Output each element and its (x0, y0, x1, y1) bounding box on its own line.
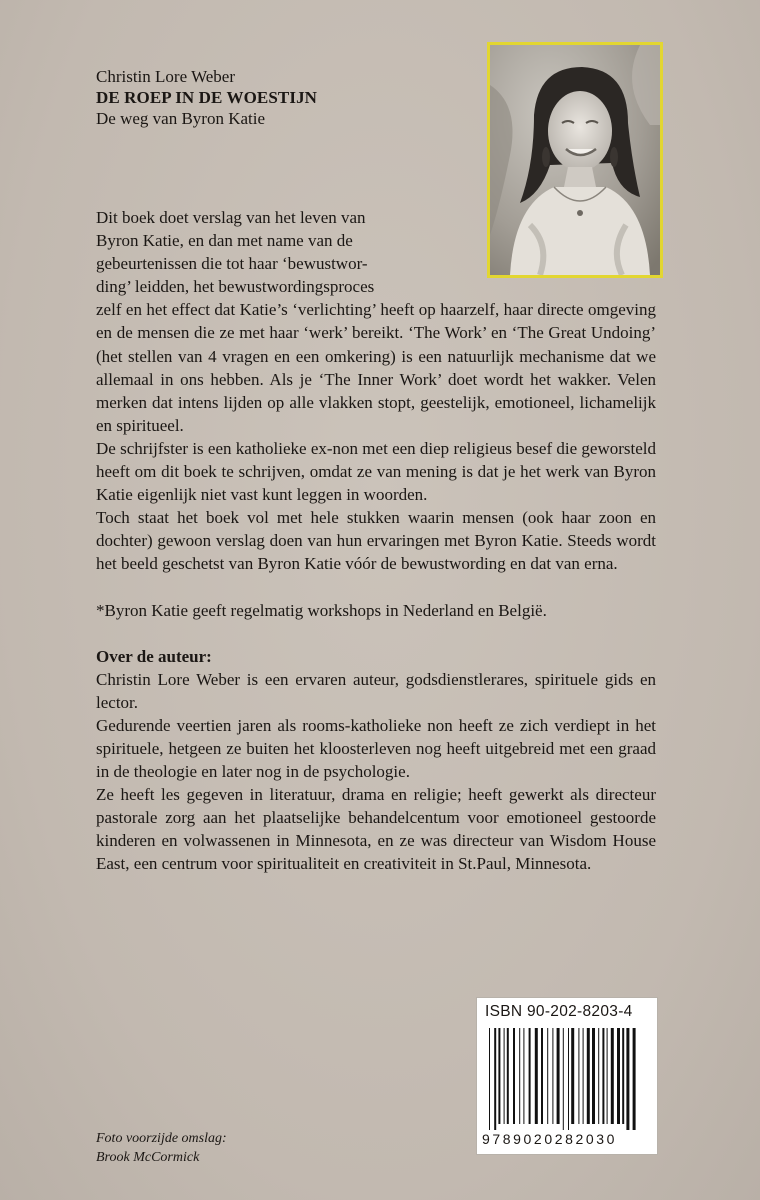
photo-credit-name: Brook McCormick (96, 1150, 200, 1165)
barcode-bar (489, 1028, 490, 1130)
description-paragraph: zelf en het effect dat Katie’s ‘verlichting’ heeft op haarzelf, haar directe omgeving en de mensen die ze met haar ‘werk’ bereikt. ‘The Work’ en ‘The Great Undoing’ (het stellen van 4 vragen en een omkering) is een natuurlijk mechanisme dat we allemaal in ons hebben. Als je ‘The Inner Work’ doet wordt het wakker. Velen merken dat intens lijden op alle vlakken stopt, geestelijk, emotioneel, lichamelijk en spiritueel. (96, 300, 656, 435)
barcode-bar (547, 1028, 548, 1124)
description-text (96, 206, 656, 876)
workshop-note: *Byron Katie geeft regelmatig workshops in Nederland en België. (96, 600, 547, 620)
barcode-bar (557, 1028, 560, 1124)
barcode-bar (611, 1028, 614, 1124)
book-title: DE ROEP IN DE WOESTIJN (96, 88, 318, 107)
intro-line: Dit boek doet verslag van het leven van (96, 208, 366, 227)
intro-line: ding’ leidden, het bewustwordingsproces (96, 277, 375, 297)
barcode-bar (504, 1028, 505, 1124)
barcode-bar (626, 1028, 629, 1130)
barcode-bar (519, 1028, 520, 1124)
isbn-barcode-box (476, 997, 658, 1155)
about-paragraph: Christin Lore Weber is een ervaren auteur, godsdienstlerares, spirituele gids en lector. (96, 669, 656, 712)
barcode-icon (487, 1028, 649, 1130)
barcode-bar (622, 1028, 624, 1124)
barcode-bar (535, 1028, 538, 1124)
barcode-bar (578, 1028, 579, 1124)
barcode-bar (607, 1028, 608, 1124)
paragraph-spacer (96, 576, 656, 599)
isbn-label: ISBN 90-202-8203-4 (485, 1003, 633, 1020)
paragraph-spacer (96, 622, 656, 645)
barcode-bar (571, 1028, 574, 1124)
barcode-bar (507, 1028, 509, 1124)
barcode-bar (498, 1028, 500, 1124)
barcode-bar (541, 1028, 543, 1124)
barcode-bar (598, 1028, 599, 1124)
barcode-digits: 9789020282030 (482, 1131, 618, 1147)
barcode-bar (633, 1028, 636, 1130)
about-paragraph: Gedurende veertien jaren als rooms-katholieke non heeft ze zich verdiept in het spirituele, hetgeen ze buiten het kloosterleven nog heeft uitgebreid met een graad in de theologie en later nog in de psychologie. (96, 715, 656, 782)
barcode-bar (494, 1028, 496, 1130)
intro-line: Byron Katie, en dan met name van de (96, 231, 353, 251)
barcode-bar (523, 1028, 524, 1124)
barcode-bar (602, 1028, 604, 1124)
barcode-bar (592, 1028, 595, 1124)
description-paragraph: De schrijfster is een katholieke ex-non met een diep religieus besef die geworsteld heeft om dit boek te schrijven, omdat ze van mening is dat je het werk van Byron Katie eigenlijk niet vast kunt leggen in woorden. (96, 438, 656, 505)
barcode-bar (617, 1028, 620, 1124)
book-header (96, 66, 317, 129)
photo-credit (96, 1129, 227, 1167)
barcode-bar (583, 1028, 584, 1124)
barcode-bar (513, 1028, 515, 1124)
barcode-bar (563, 1028, 564, 1130)
photo-credit-label: Foto voorzijde omslag: (96, 1131, 227, 1146)
barcode-bar (552, 1028, 553, 1124)
barcode-bar (587, 1028, 590, 1124)
about-paragraph: Ze heeft les gegeven in literatuur, drama en religie; heeft gewerkt als directeur pastorale zorg aan het plaatselijke behandelcentum voor emotioneel gestoorde kinderen en volwassenen in Minnesota, en ze was directeur van Wisdom House East, een centrum voor spiritualiteit en creativiteit in St.Paul, Minnesota. (96, 785, 656, 874)
book-subtitle: De weg van Byron Katie (96, 109, 266, 128)
barcode-bar (568, 1028, 569, 1130)
about-author-heading: Over de auteur: (96, 646, 212, 666)
author-name: Christin Lore Weber (96, 67, 236, 86)
barcode-bar (529, 1028, 531, 1124)
description-paragraph: Toch staat het boek vol met hele stukken waarin mensen (ook haar zoon en dochter) gewoon verslag doen van hun ervaringen met Byron Katie. Steeds wordt het beeld geschetst van Byron Katie vóór de bewustwording en dat van erna. (96, 508, 656, 574)
intro-line: gebeurtenissen die tot haar ‘bewustwor- (96, 254, 368, 274)
